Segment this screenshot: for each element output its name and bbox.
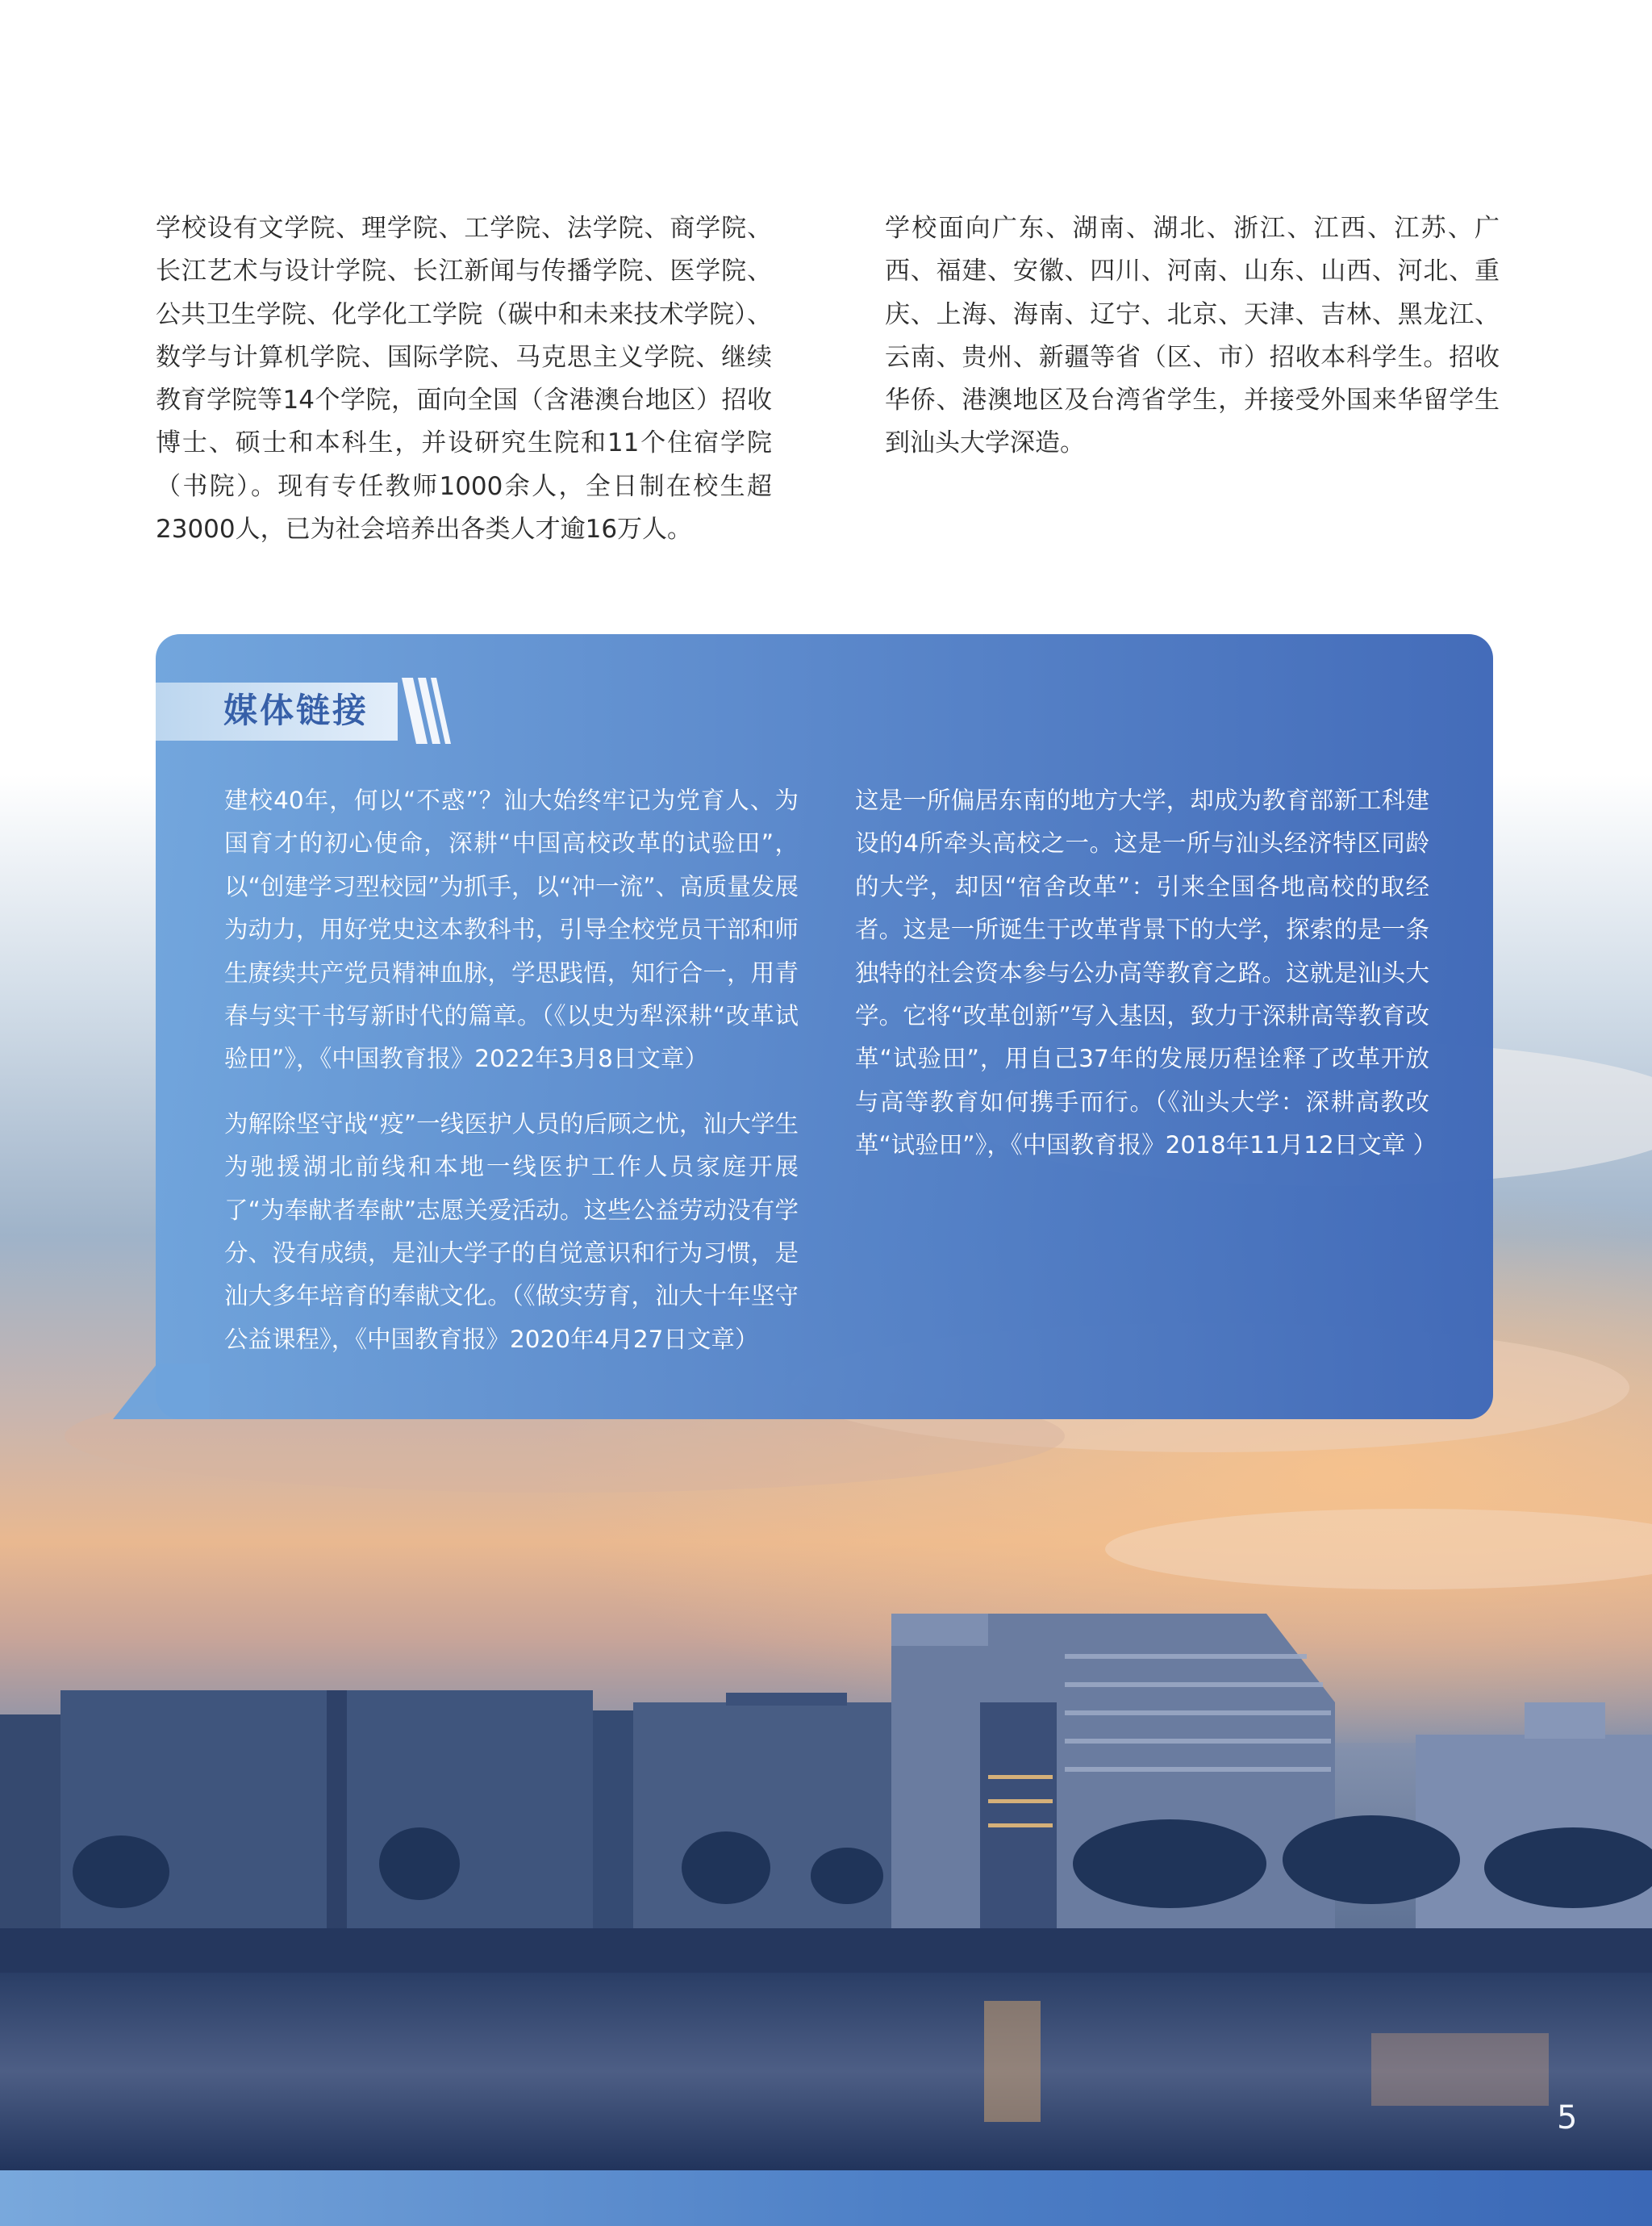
media-paragraph: 为解除坚守战“疫”一线医护人员的后顾之忧，汕大学生为驰援湖北前线和本地一线医护工作人员家庭开展了“为奉献者奉献”志愿关爱活动。这些公益劳动没有学分、没有成绩，是汕大学子的自觉意识和行为习惯，是汕大多年培育的奉献文化。（《做实劳育，汕大十年坚守公益课程》，《中国教育报》2020年4月27日文章） xyxy=(224,1109,799,1353)
media-link-title: 媒体链接 xyxy=(223,691,369,730)
media-paragraph: 这是一所偏居东南的地方大学，却成为教育部新工科建设的4所牵头高校之一。这是一所与汕头经济特区同龄的大学，却因“宿舍改革”：引来全国各地高校的取经者。这是一所诞生于改革背景下的大学，探索的是一条独特的社会资本参与公办高等教育之路。这就是汕头大学。它将“改革创新”写入基因，致力于深耕高等教育改革“试验田”，用自己37年的发展历程诠释了改革开放与高等教育如何携手而行。（《汕头大学：深耕高教改革“试验田”》，《中国教育报》2018年11月12日文章 ） xyxy=(855,787,1437,1159)
stripes-icon xyxy=(395,678,460,744)
media-paragraph: 建校40年，何以“不惑”？汕大始终牢记为党育人、为国育才的初心使命，深耕“中国高校改革的试验田”，以“创建学习型校园”为抓手，以“冲一流”、高质量发展为动力，用好党史这本教科书，引导全校党员干部和师生赓续共产党员精神血脉，学思践悟，知行合一，用青春与实干书写新时代的篇章。（《以史为犁深耕“改革试验田”》，《中国教育报》2022年3月8日文章） xyxy=(224,787,799,1073)
footer-bar xyxy=(0,2170,1652,2226)
intro-right-paragraph: 学校面向广东、湖南、湖北、浙江、江西、江苏、广西、福建、安徽、四川、河南、山东、山西、河北、重庆、上海、海南、辽宁、北京、天津、吉林、黑龙江、云南、贵州、新疆等省（区、市）招收本科学生。招收华侨、港澳地区及台湾省学生，并接受外国来华留学生到汕头大学深造。 xyxy=(885,214,1500,458)
media-right-column xyxy=(855,779,1437,1167)
panel-tail xyxy=(113,1364,210,1419)
intro-left-paragraph: 学校设有文学院、理学院、工学院、法学院、商学院、长江艺术与设计学院、长江新闻与传播学院、医学院、公共卫生学院、化学化工学院（碳中和未来技术学院）、数学与计算机学院、国际学院、马克思主义学院、继续教育学院等14个学院，面向全国（含港澳台地区）招收博士、硕士和本科生，并设研究生院和11个住宿学院（书院）。现有专任教师1000余人，全日制在校生超23000人，已为社会培养出各类人才逾16万人。 xyxy=(156,214,772,545)
media-left-column xyxy=(224,779,799,1361)
page-number: 5 xyxy=(1557,2099,1578,2136)
